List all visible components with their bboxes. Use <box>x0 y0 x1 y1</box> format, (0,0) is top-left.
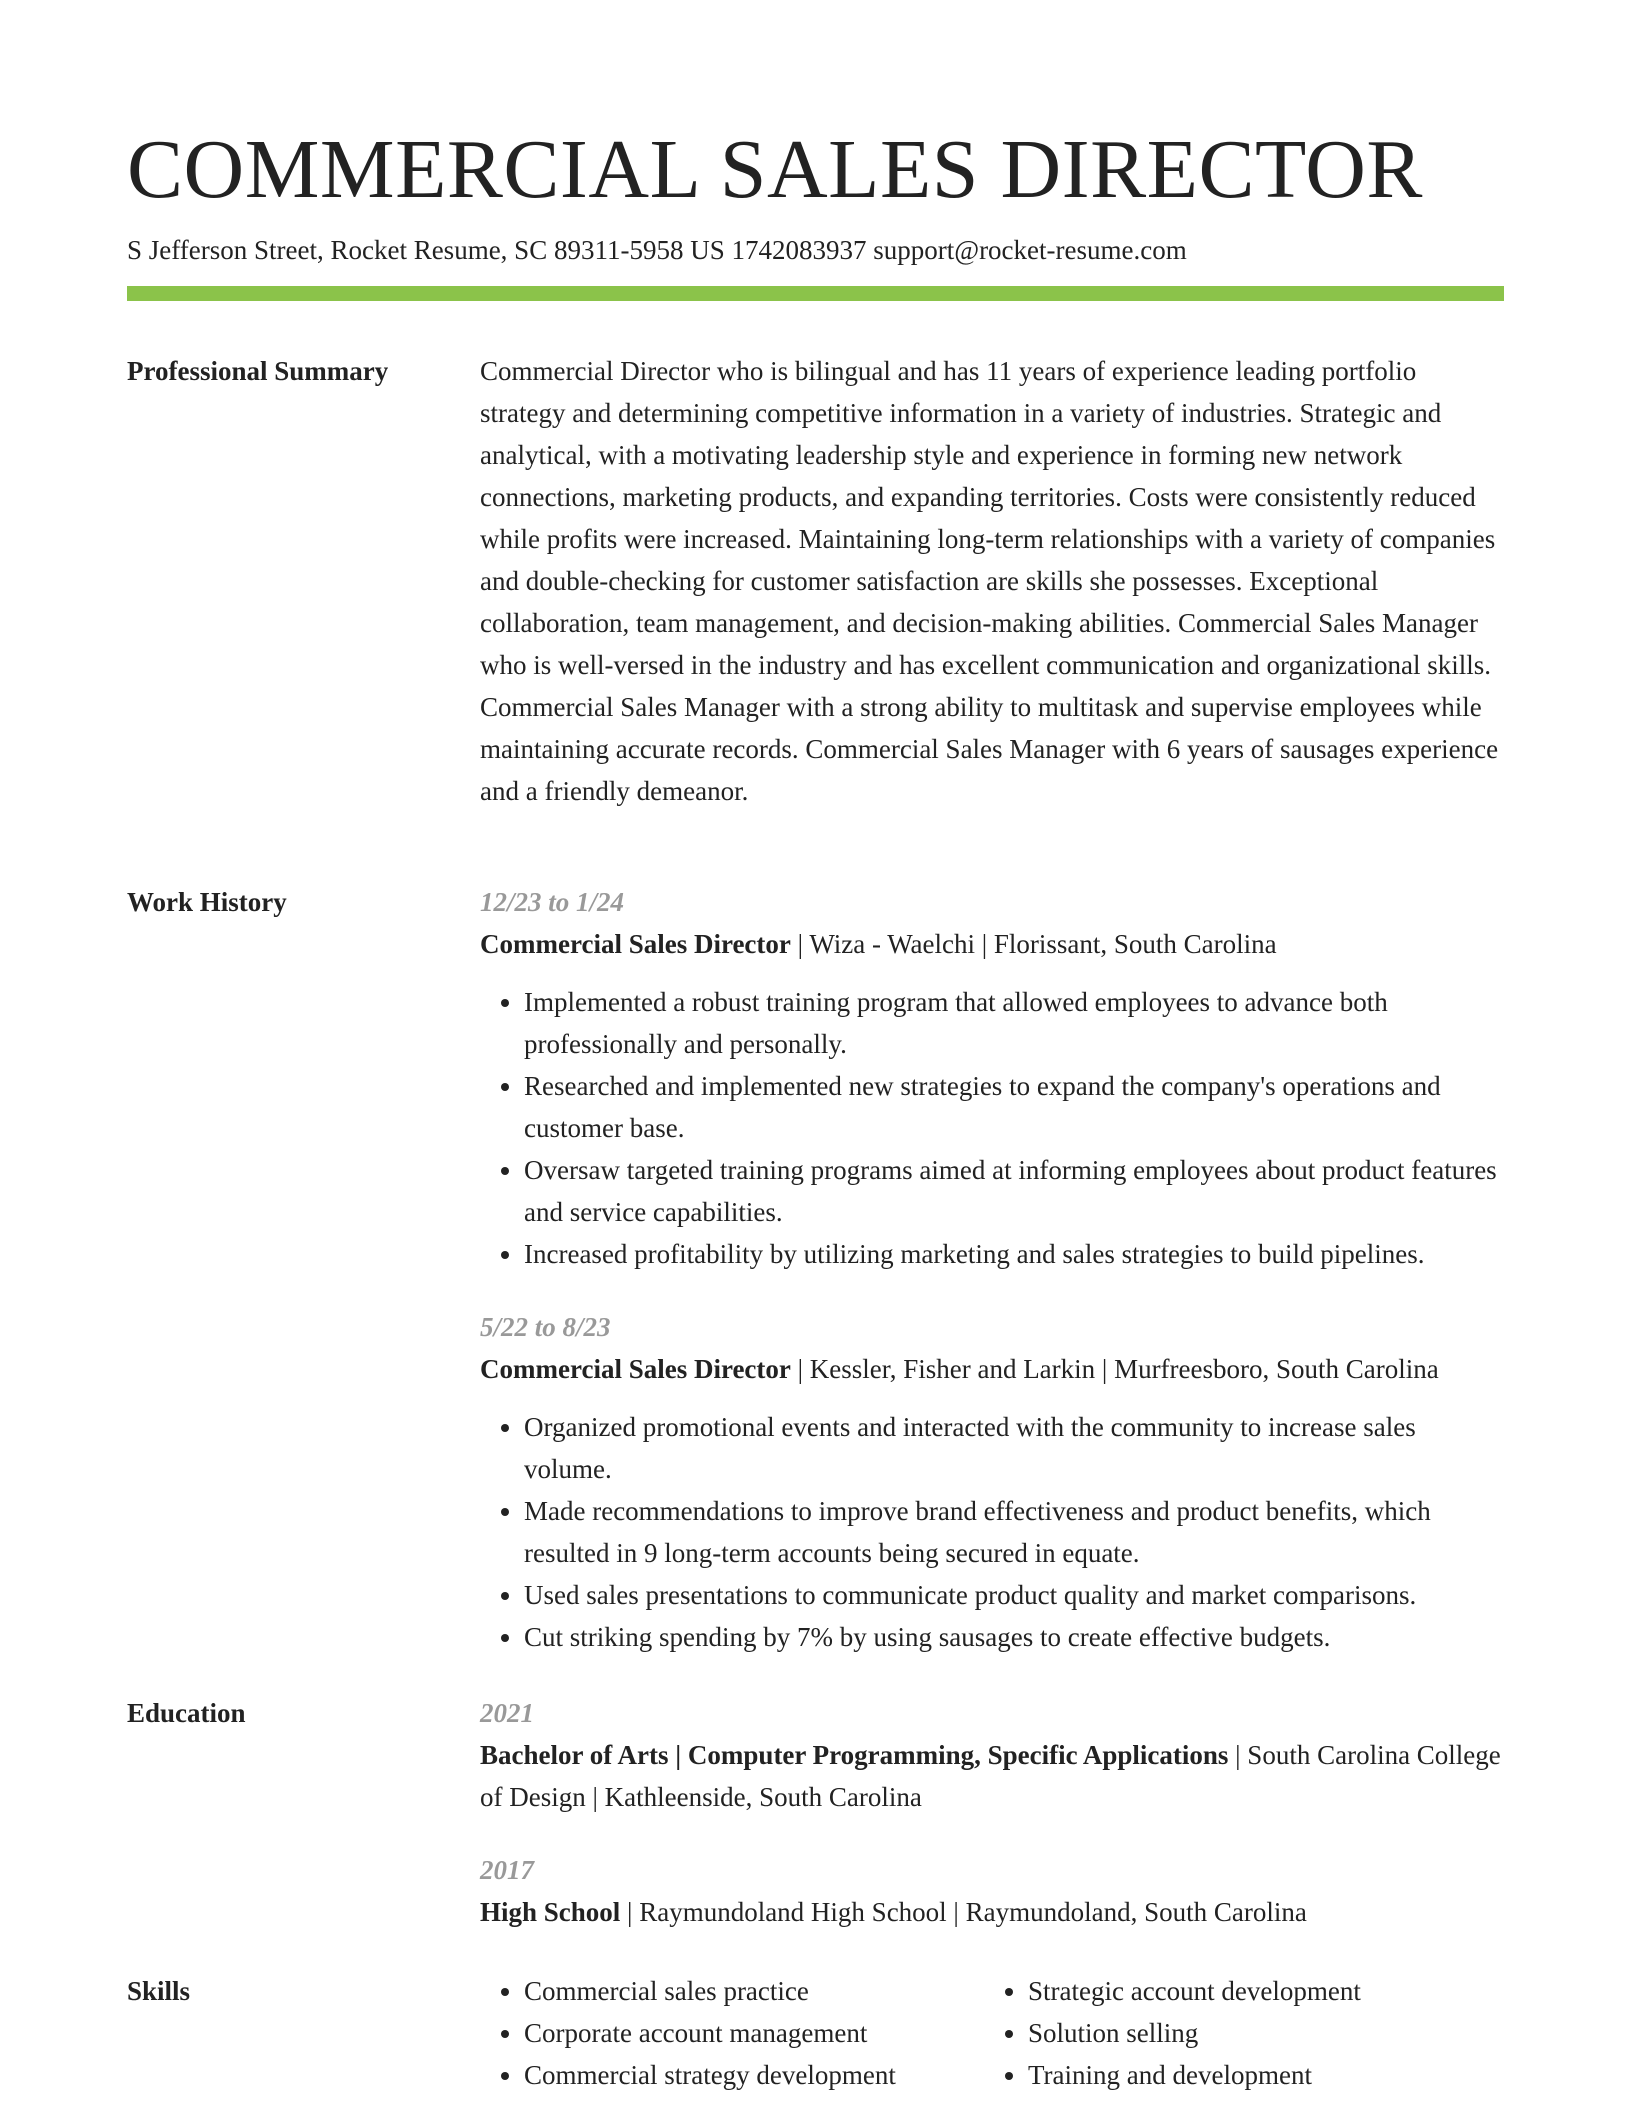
job-entry <box>480 881 1504 1275</box>
job-role-line <box>480 923 1504 965</box>
education-year: 2017 <box>480 1855 534 1885</box>
job-bullet: • Increased profitability by utilizing marketing and sales strategies to build pipelines. <box>524 1233 1504 1275</box>
education-line <box>480 1734 1504 1818</box>
resume-title: COMMERCIAL SALES DIRECTOR <box>127 123 1423 216</box>
job-title: Commercial Sales Director <box>480 929 791 959</box>
job-bullet: • Used sales presentations to communicate product quality and market comparisons. <box>524 1574 1504 1616</box>
job-bullet: • Made recommendations to improve brand effectiveness and product benefits, which resulted in 9 long-term accounts being secured in equate. <box>524 1490 1504 1574</box>
education-year: 2021 <box>480 1698 534 1728</box>
job-details: | Wiza - Waelchi | Florissant, South Carolina <box>790 929 1277 959</box>
job-dates: 12/23 to 1/24 <box>480 887 625 917</box>
education-line <box>480 1891 1504 1933</box>
job-bullet: • Organized promotional events and interacted with the community to increase sales volume. <box>524 1406 1504 1490</box>
job-bullets <box>480 981 1504 1275</box>
skill-item: • Training and development <box>1028 2054 1488 2096</box>
contact-line: S Jefferson Street, Rocket Resume, SC 89311-5958 US 1742083937 support@rocket-resume.com <box>127 235 1187 265</box>
job-bullet: • Oversaw targeted training programs aimed at informing employees about product features and service capabilities. <box>524 1149 1504 1233</box>
job-title: Commercial Sales Director <box>480 1354 791 1384</box>
skill-item: • Strategic account development <box>1028 1970 1488 2012</box>
education-degree: Bachelor of Arts | Computer Programming, Specific Applications <box>480 1740 1229 1770</box>
job-bullets <box>480 1406 1504 1658</box>
education-details: | South Carolina College of Design | Kathleenside, South Carolina <box>480 1740 1501 1812</box>
skills-list-left <box>480 1970 984 2096</box>
section-label-education: Education <box>127 1698 246 1728</box>
work-history-body <box>480 881 1504 1658</box>
skill-item: • Corporate account management <box>524 2012 984 2054</box>
job-bullet: • Cut striking spending by 7% by using sausages to create effective budgets. <box>524 1616 1504 1658</box>
summary-body <box>480 350 1504 812</box>
job-dates: 5/22 to 8/23 <box>480 1312 611 1342</box>
skill-item: • Commercial sales practice <box>524 1970 984 2012</box>
job-bullet: • Implemented a robust training program that allowed employees to advance both professionally and personally. <box>524 981 1504 1065</box>
skill-item: • Solution selling <box>1028 2012 1488 2054</box>
skill-item: • Commercial strategy development <box>524 2054 984 2096</box>
education-body <box>480 1692 1504 1933</box>
skills-list-right <box>984 1970 1488 2096</box>
education-degree: High School <box>480 1897 621 1927</box>
job-bullet: • Researched and implemented new strategies to expand the company's operations and customer base. <box>524 1065 1504 1149</box>
job-entry <box>480 1306 1504 1658</box>
header-divider <box>127 286 1504 301</box>
education-entry <box>480 1692 1504 1818</box>
education-details: | Raymundoland High School | Raymundoland, South Carolina <box>620 1897 1307 1927</box>
section-label-work-history: Work History <box>127 887 287 917</box>
summary-text: Commercial Director who is bilingual and has 11 years of experience leading portfolio strategy and determining competitive information in a variety of industries. Strategic and analytical, with a motivating leadership style and experience in forming new network connections, marketing products, and expanding territories. Costs were consistently reduced while profits were increased. Maintaining long-term relationships with a variety of companies and double-checking for customer satisfaction are skills she possesses. Exceptional collaboration, team management, and decision-making abilities. Commercial Sales Manager who is well-versed in the industry and has excellent communication and organizational skills. Commercial Sales Manager with a strong ability to multitask and supervise employees while maintaining accurate records. Commercial Sales Manager with 6 years of sausages experience and a friendly demeanor. <box>480 356 1499 806</box>
section-label-skills: Skills <box>127 1976 191 2006</box>
job-details: | Kessler, Fisher and Larkin | Murfreesboro, South Carolina <box>790 1354 1439 1384</box>
skills-columns <box>480 1970 1504 2096</box>
section-label-summary: Professional Summary <box>127 356 389 386</box>
job-role-line <box>480 1348 1504 1390</box>
skills-body <box>480 1970 1504 2096</box>
education-entry <box>480 1849 1504 1933</box>
